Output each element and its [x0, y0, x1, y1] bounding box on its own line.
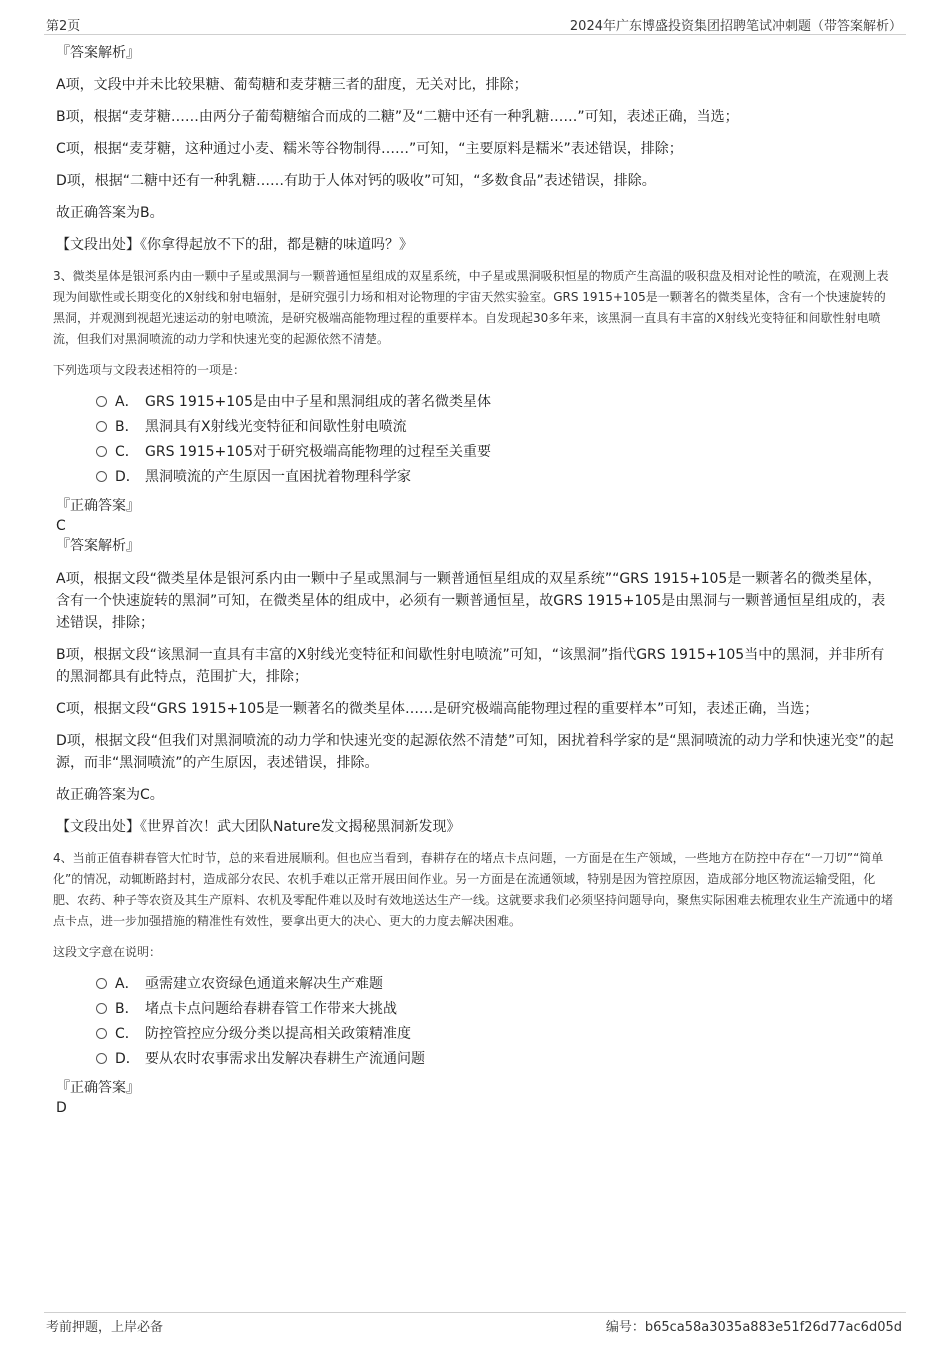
option-text: GRS 1915+105是由中子星和黑洞组成的著名微类星体	[145, 394, 491, 410]
radio-icon[interactable]	[96, 421, 107, 432]
option-letter: A．	[115, 976, 139, 992]
option-letter: D．	[115, 469, 140, 485]
q2-analysis-d: D项，根据“二糖中还有一种乳糖……有助于人体对钙的吸收”可知，“多数食品”表述错误，排除。	[56, 173, 656, 189]
q3-options	[96, 390, 894, 490]
option-letter: D．	[115, 1051, 140, 1067]
q2-analysis-label: 『答案解析』	[56, 45, 140, 61]
q3-analysis-a: A项，根据文段“微类星体是银河系内由一颗中子星或黑洞与一颗普通恒星组成的双星系统”“GRS 1915+105是一颗著名的微类星体，含有一个快速旋转的黑洞”可知，在微类星体的组成中，必须有一颗普通恒星，故GRS 1915+105是由黑洞与一颗普通恒星组成的，表述错误，排除；	[56, 571, 886, 631]
page-number: 第2页	[46, 19, 81, 34]
option-text: 黑洞喷流的产生原因一直困扰着物理科学家	[145, 469, 411, 485]
option-text: GRS 1915+105对于研究极端高能物理的过程至关重要	[145, 444, 491, 460]
option-text: 要从农时农事需求出发解决春耕生产流通问题	[145, 1051, 425, 1067]
page-footer	[44, 1312, 906, 1335]
q3-passage: 3、微类星体是银河系内由一颗中子星或黑洞与一颗普通恒星组成的双星系统，中子星或黑洞吸积恒星的物质产生高温的吸积盘及相对论性的喷流，在观测上表现为间歇性或长期变化的X射线和射电辐射，是研究强引力场和相对论物理的宇宙天然实验室。GRS 1915+105是一颗著名的微类星体，含有一个快速旋转的黑洞，并观测到视超光速运动的射电喷流，是研究极端高能物理过程的重要样本。自发现起30多年来，该黑洞一直具有丰富的X射线光变特征和间歇性射电喷流，但我们对黑洞喷流的动力学和快速光变的起源依然不清楚。	[53, 269, 889, 346]
q3-source: 【文段出处】《世界首次！武大团队Nature发文揭秘黑洞新发现》	[56, 819, 461, 835]
footer-slogan: 考前押题，上岸必备	[46, 1320, 164, 1335]
q3-option-a[interactable]	[96, 390, 894, 415]
option-text: 亟需建立农资绿色通道来解决生产难题	[145, 976, 383, 992]
q3-answer: C	[56, 518, 66, 534]
page-header	[44, 14, 906, 35]
q3-prompt: 下列选项与文段表述相符的一项是：	[53, 363, 246, 377]
q4-option-d[interactable]	[96, 1047, 894, 1072]
q4-option-b[interactable]	[96, 997, 894, 1022]
option-text: 黑洞具有X射线光变特征和间歇性射电喷流	[145, 419, 407, 435]
page-content	[53, 42, 894, 1118]
option-text: 堵点卡点问题给春耕春管工作带来大挑战	[145, 1001, 397, 1017]
radio-icon[interactable]	[96, 1053, 107, 1064]
q2-analysis-b: B项，根据“麦芽糖……由两分子葡萄糖缩合而成的二糖”及“二糖中还有一种乳糖……”可知，表述正确，当选；	[56, 109, 739, 125]
radio-icon[interactable]	[96, 978, 107, 989]
q2-analysis-c: C项，根据“麦芽糖，这种通过小麦、糯米等谷物制得……”可知，“主要原料是糯米”表述错误，排除；	[56, 141, 683, 157]
radio-icon[interactable]	[96, 396, 107, 407]
q3-option-c[interactable]	[96, 440, 894, 465]
q2-source: 【文段出处】《你拿得起放不下的甜，都是糖的味道吗？》	[56, 237, 413, 253]
q3-correct-label: 『正确答案』	[56, 498, 140, 514]
q4-option-c[interactable]	[96, 1022, 894, 1047]
option-letter: C．	[115, 444, 139, 460]
q3-analysis-b: B项，根据文段“该黑洞一直具有丰富的X射线光变特征和间歇性射电喷流”可知，“该黑洞”指代GRS 1915+105当中的黑洞，并非所有的黑洞都具有此特点，范围扩大，排除；	[56, 647, 885, 685]
q3-analysis-d: D项，根据文段“但我们对黑洞喷流的动力学和快速光变的起源依然不清楚”可知，困扰着科学家的是“黑洞喷流的动力学和快速光变”的起源，而非“黑洞喷流”的产生原因，表述错误，排除。	[56, 733, 894, 771]
q2-analysis-a: A项，文段中并未比较果糖、葡萄糖和麦芽糖三者的甜度，无关对比，排除；	[56, 77, 528, 93]
option-letter: B．	[115, 419, 139, 435]
q3-option-b[interactable]	[96, 415, 894, 440]
document-title: 2024年广东博盛投资集团招聘笔试冲刺题（带答案解析）	[569, 19, 902, 34]
option-letter: A．	[115, 394, 139, 410]
q3-conclusion: 故正确答案为C。	[56, 787, 164, 803]
document-id: 编号：b65ca58a3035a883e51f26d77ac6d05d	[605, 1320, 902, 1335]
option-letter: B．	[115, 1001, 139, 1017]
q3-analysis-c: C项，根据文段“GRS 1915+105是一颗著名的微类星体……是研究极端高能物理过程的重要样本”可知，表述正确，当选；	[56, 701, 819, 717]
option-text: 防控管控应分级分类以提高相关政策精准度	[145, 1026, 411, 1042]
radio-icon[interactable]	[96, 1028, 107, 1039]
q4-prompt: 这段文字意在说明：	[53, 945, 162, 959]
option-letter: C．	[115, 1026, 139, 1042]
q3-option-d[interactable]	[96, 465, 894, 490]
q3-analysis-label: 『答案解析』	[56, 538, 140, 554]
q2-conclusion: 故正确答案为B。	[56, 205, 164, 221]
radio-icon[interactable]	[96, 471, 107, 482]
q4-options	[96, 972, 894, 1072]
q4-passage: 4、当前正值春耕春管大忙时节，总的来看进展顺利。但也应当看到，春耕存在的堵点卡点问题，一方面是在生产领域，一些地方在防控中存在“一刀切”“简单化”的情况，动辄断路封村，造成部分农民、农机手难以正常开展田间作业。另一方面是在流通领域，特别是因为管控原因，造成部分地区物流运输受阻，化肥、农药、种子等农资及其生产原料、农机及零配件难以及时有效地送达生产一线。这就要求我们必须坚持问题导向，聚焦实际困难去梳理农业生产流通中的堵点卡点，进一步加强措施的精准性有效性，要拿出更大的决心、更大的力度去解决困难。	[53, 851, 894, 928]
radio-icon[interactable]	[96, 1003, 107, 1014]
q4-option-a[interactable]	[96, 972, 894, 997]
radio-icon[interactable]	[96, 446, 107, 457]
q4-answer: D	[56, 1100, 67, 1116]
q4-correct-label: 『正确答案』	[56, 1080, 140, 1096]
